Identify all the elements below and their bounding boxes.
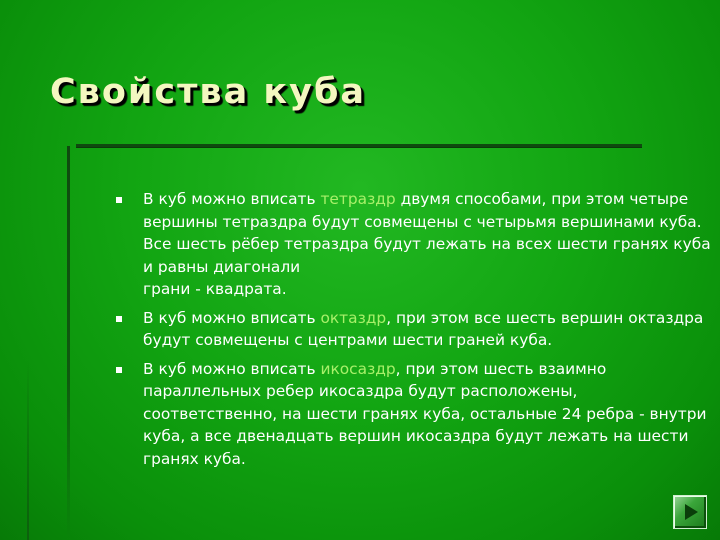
highlight-tetrahedron: тетраздр	[320, 190, 396, 208]
highlight-octahedron: октаздр	[320, 308, 387, 327]
next-slide-button[interactable]	[673, 495, 707, 529]
bullet-text-before: В куб можно вписать	[143, 190, 321, 208]
vertical-accent-line	[27, 360, 29, 540]
title-divider	[76, 144, 642, 147]
bullet-text-before: В куб можно вписать	[143, 308, 321, 327]
vertical-divider	[67, 146, 70, 540]
bullet-square-icon	[116, 316, 122, 322]
bullet-text-before: В куб можно вписать	[143, 359, 321, 378]
bullet-list	[116, 188, 716, 476]
bullet-item-tetrahedron	[116, 188, 716, 301]
bullet-square-icon	[116, 197, 122, 203]
bullet-text-after: , при этом шесть взаимно параллельных ребер икосаздра будут расположены, соответственно, на шести гранях куба, остальные 24 ребра - внутри куба, а все двенадцать вершин икосаздра будут лежать на шести гранях куба.	[143, 359, 707, 468]
highlight-icosahedron: икосаздр	[320, 359, 396, 378]
bullet-text-after-line2: грани - квадрата.	[143, 280, 287, 298]
bullet-item-icosahedron	[116, 358, 716, 471]
bullet-text-after: , при этом все шесть вершин октаздра будут совмещены с центрами шести граней куба.	[143, 308, 704, 349]
bullet-item-octahedron	[116, 307, 716, 352]
bullet-text-after: двумя способами, при этом четыре вершины тетраздра будут совмещены с четырьмя вершинами куба. Все шесть рёбер тетраздра будут лежать на всех шести гранях куба и равны диагонали	[143, 190, 711, 276]
bullet-square-icon	[116, 367, 122, 373]
slide-title: Свойства куба	[50, 72, 367, 112]
play-arrow-icon	[685, 504, 698, 520]
